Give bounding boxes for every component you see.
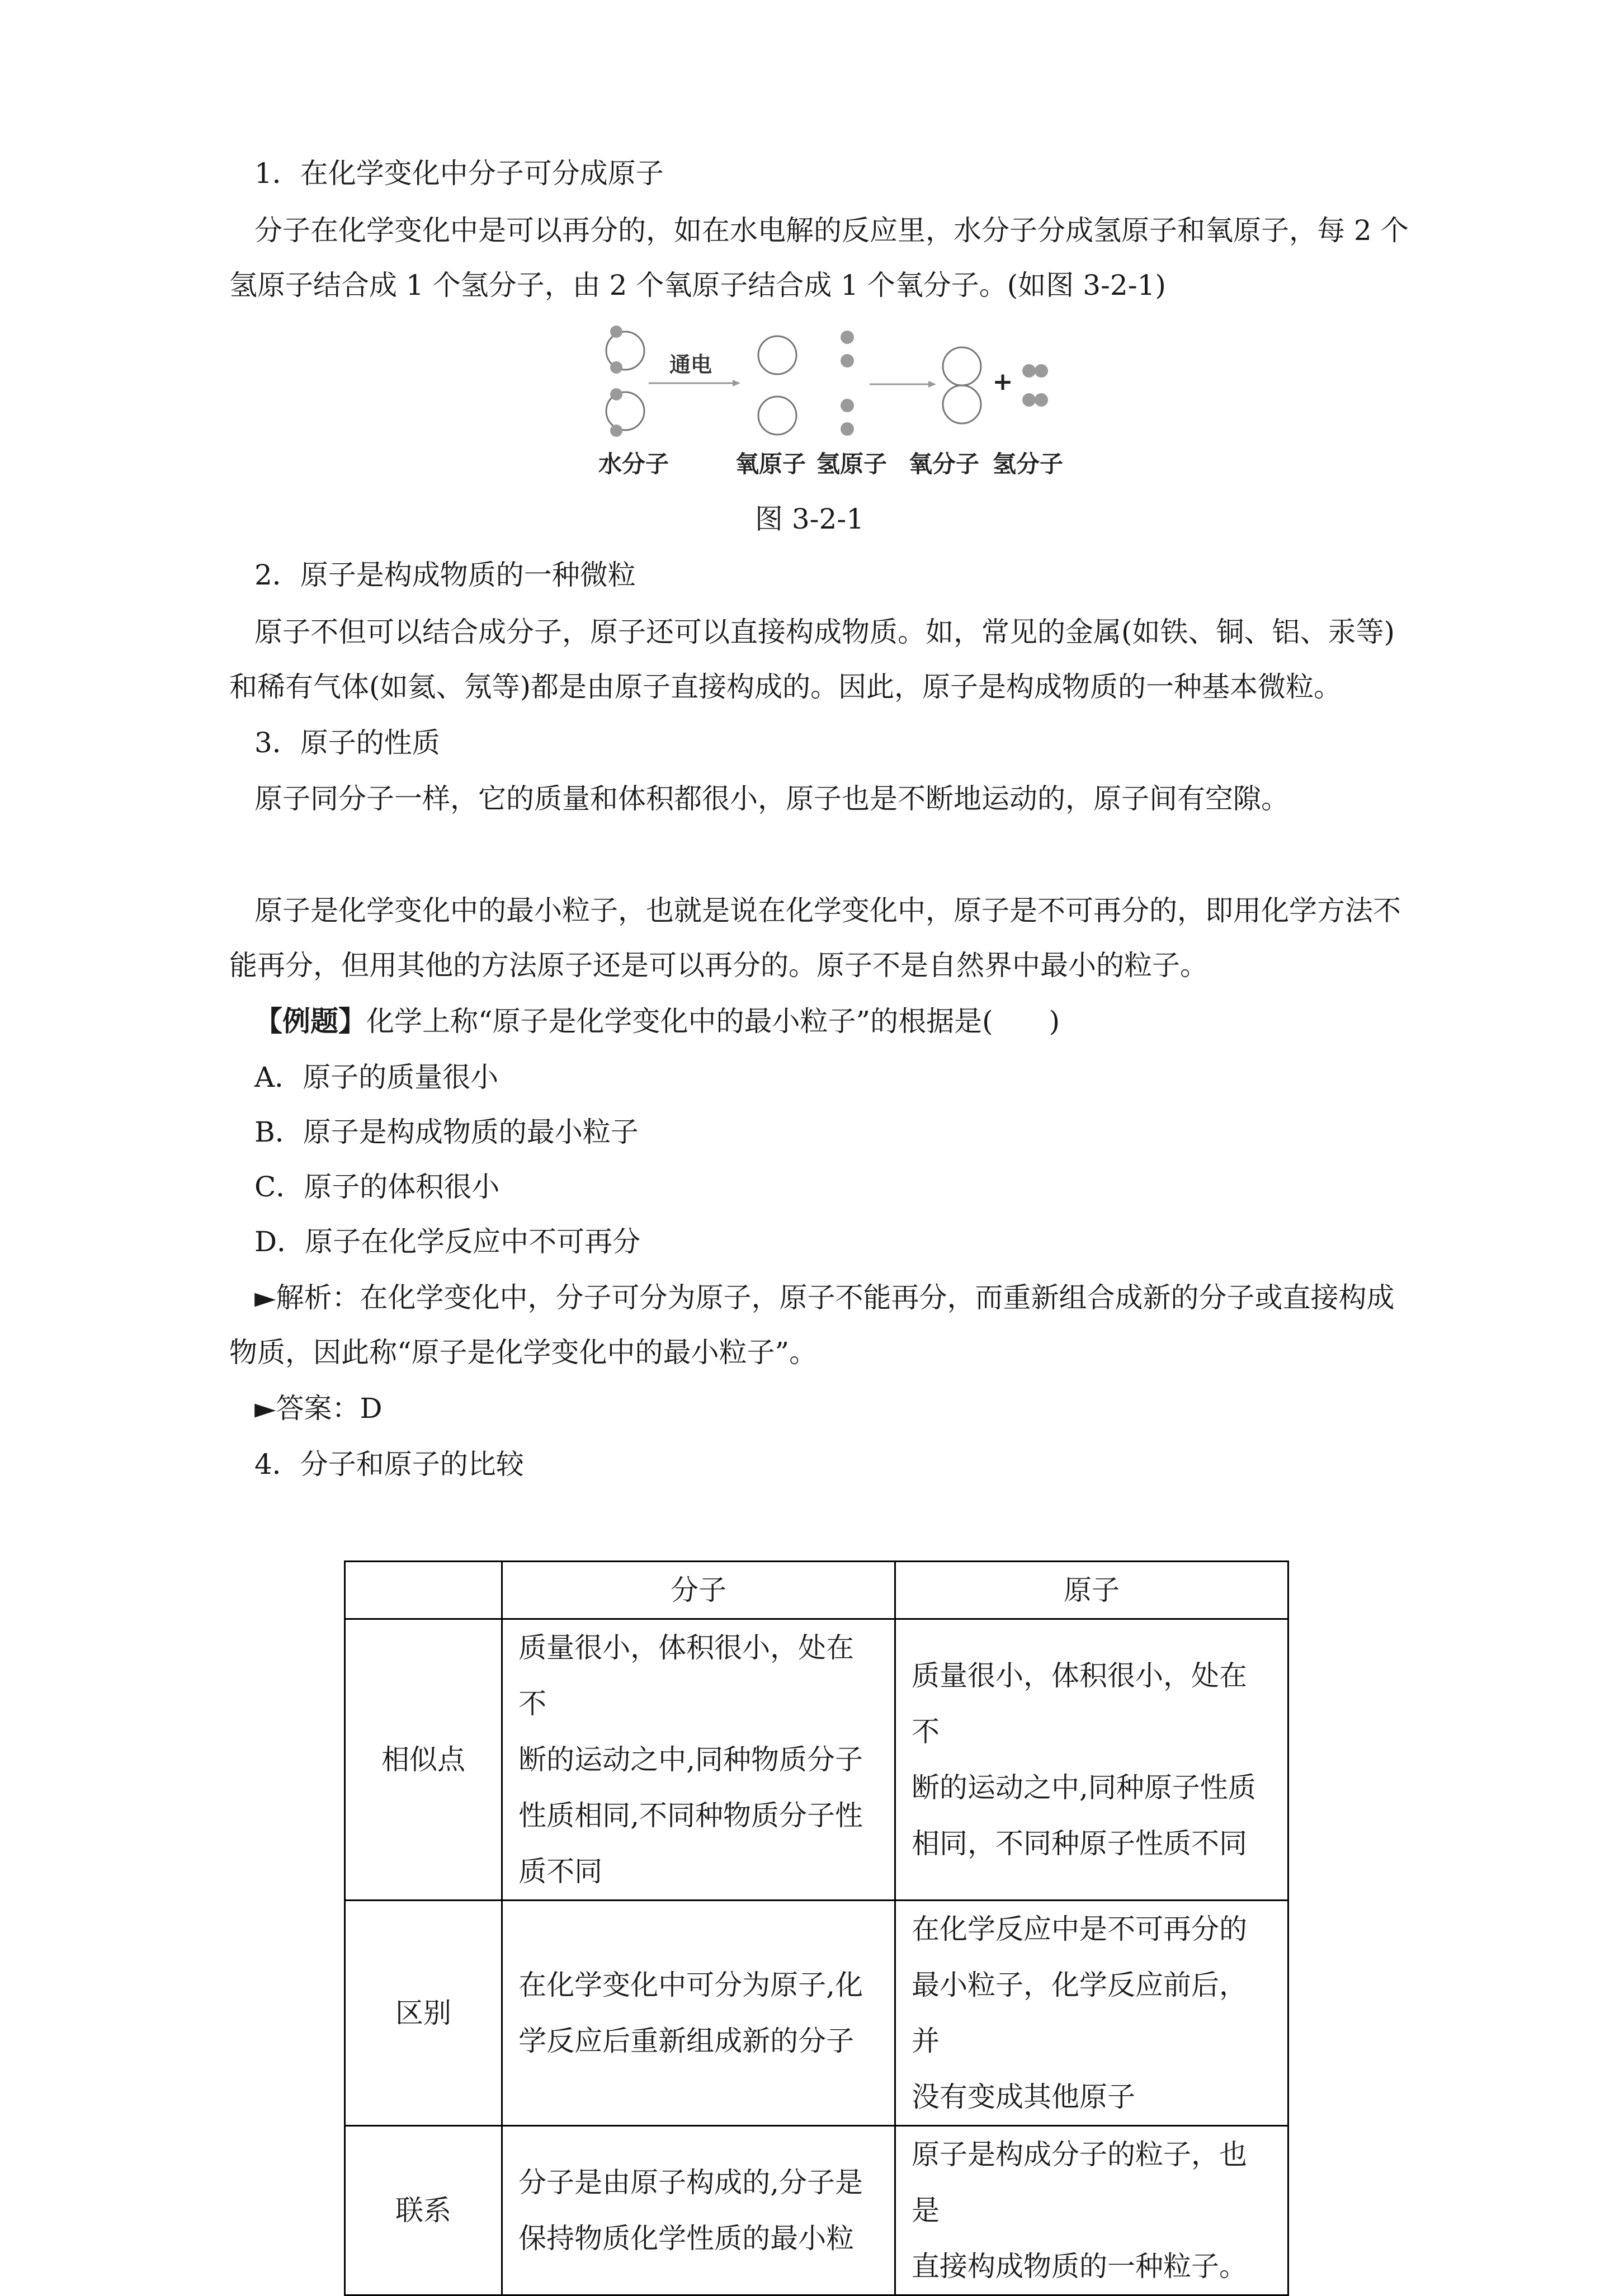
difference-atom-cell [895, 1901, 1288, 2126]
cell-line: 学反应后重新组成新的分子 [518, 2025, 855, 2057]
cell-line: 质量很小，体积很小，处在不 [912, 1659, 1248, 1748]
oxygen-molecule-icon [943, 347, 981, 423]
cell-line: 质量很小，体积很小，处在不 [518, 1632, 855, 1720]
similarity-molecule-cell [502, 1619, 895, 1901]
arrow-label: 通电 [669, 352, 712, 377]
oxygen-atom-icon [758, 336, 796, 435]
cell-line: 分子是由原子构成的,分子是 [518, 2166, 863, 2199]
similarity-atom-cell [895, 1619, 1288, 1901]
figure-caption: 图 3-2-1 [754, 503, 865, 535]
difference-molecule-cell [502, 1901, 895, 2126]
table-row [345, 1901, 1288, 2126]
cell-line: 断的运动之中,同种原子性质 [912, 1771, 1256, 1804]
comparison-table [344, 1560, 1289, 2296]
label-water-molecule: 水分子 [598, 450, 669, 478]
section3-heading: 3．原子的性质 [254, 727, 440, 759]
plus-sign: + [992, 367, 1013, 396]
cell-line: 直接构成物质的一种粒子。 [912, 2250, 1248, 2283]
cell-line: 保持物质化学性质的最小粒 [518, 2222, 855, 2255]
relation-atom-cell [895, 2126, 1288, 2295]
section1-text-line1: 分子在化学变化中是可以再分的，如在水电解的反应里，水分子分成氢原子和氧原子，每 2 个 [254, 214, 1409, 247]
analysis-line2: 物质，因此称“原子是化学变化中的最小粒子”。 [229, 1336, 818, 1369]
section2-heading: 2．原子是构成物质的一种微粒 [254, 559, 636, 591]
example-tag: 【例题】 [254, 1005, 366, 1038]
cell-line: 最小粒子，化学反应前后，并 [912, 1969, 1248, 2057]
cell-line: 在化学变化中可分为原子,化 [518, 1969, 863, 2001]
table-row [345, 2126, 1288, 2295]
cell-line: 没有变成其他原子 [912, 2081, 1136, 2113]
header-empty [345, 1562, 502, 1619]
relation-molecule-cell [502, 2126, 895, 2295]
hydrogen-molecule-icon [1022, 364, 1048, 407]
option-b: B．原子是构成物质的最小粒子 [254, 1116, 639, 1148]
electrolysis-figure [593, 322, 1074, 489]
table-header-row [345, 1562, 1288, 1619]
section2-text-line2: 和稀有气体(如氦、氖等)都是由原子直接构成的。因此，原子是构成物质的一种基本微粒。 [229, 671, 1342, 703]
cell-line: 在化学反应中是不可再分的 [912, 1913, 1248, 1945]
section2-text-line1: 原子不但可以结合成分子，原子还可以直接构成物质。如，常见的金属(如铁、铜、铝、汞等) [254, 616, 1395, 648]
option-a: A．原子的质量很小 [254, 1061, 499, 1093]
label-oxygen-atom: 氧原子 [735, 450, 806, 478]
electrolysis-diagram [593, 322, 1074, 442]
label-oxygen-molecule: 氧分子 [909, 450, 980, 478]
section3-text-line1: 原子同分子一样，它的质量和体积都很小，原子也是不断地运动的，原子间有空隙。 [254, 782, 1289, 815]
row-label-difference: 区别 [345, 1901, 502, 2126]
water-molecule-icon [606, 332, 644, 430]
table-row [345, 1619, 1288, 1901]
row-label-relation: 联系 [345, 2126, 502, 2295]
section4-heading: 4．分子和原子的比较 [254, 1448, 524, 1481]
cell-line: 原子是构成分子的粒子，也是 [912, 2138, 1248, 2227]
section1-heading: 1．在化学变化中分子可分成原子 [254, 157, 664, 190]
note-line1: 原子是化学变化中的最小粒子，也就是说在化学变化中，原子是不可再分的，即用化学方法不 [254, 894, 1401, 927]
label-hydrogen-atom: 氢原子 [816, 450, 888, 478]
cell-line: 质不同 [518, 1855, 603, 1888]
option-c: C．原子的体积很小 [254, 1171, 500, 1203]
example-question [254, 994, 1440, 1048]
cell-line: 相同，不同种原子性质不同 [912, 1827, 1248, 1860]
section1-text-line2: 氢原子结合成 1 个氢分子，由 2 个氧原子结合成 1 个氧分子。(如图 3-2-1) [229, 269, 1166, 301]
hydrogen-atom-icon [841, 331, 854, 436]
header-atom: 原子 [895, 1562, 1288, 1619]
header-molecule: 分子 [502, 1562, 895, 1619]
analysis-line1: ►解析：在化学变化中，分子可分为原子，原子不能再分，而重新组合成新的分子或直接构成 [254, 1281, 1395, 1314]
example-question-text: 化学上称“原子是化学变化中的最小粒子”的根据是( ) [366, 1005, 1060, 1038]
option-d: D．原子在化学反应中不可再分 [254, 1225, 641, 1258]
row-label-similarity: 相似点 [345, 1619, 502, 1901]
note-line2: 能再分，但用其他的方法原子还是可以再分的。原子不是自然界中最小的粒子。 [229, 949, 1208, 982]
label-hydrogen-molecule: 氢分子 [993, 450, 1064, 478]
cell-line: 断的运动之中,同种物质分子 [518, 1743, 863, 1776]
answer: ►答案：D [254, 1392, 383, 1425]
cell-line: 性质相同,不同种物质分子性 [518, 1799, 863, 1832]
